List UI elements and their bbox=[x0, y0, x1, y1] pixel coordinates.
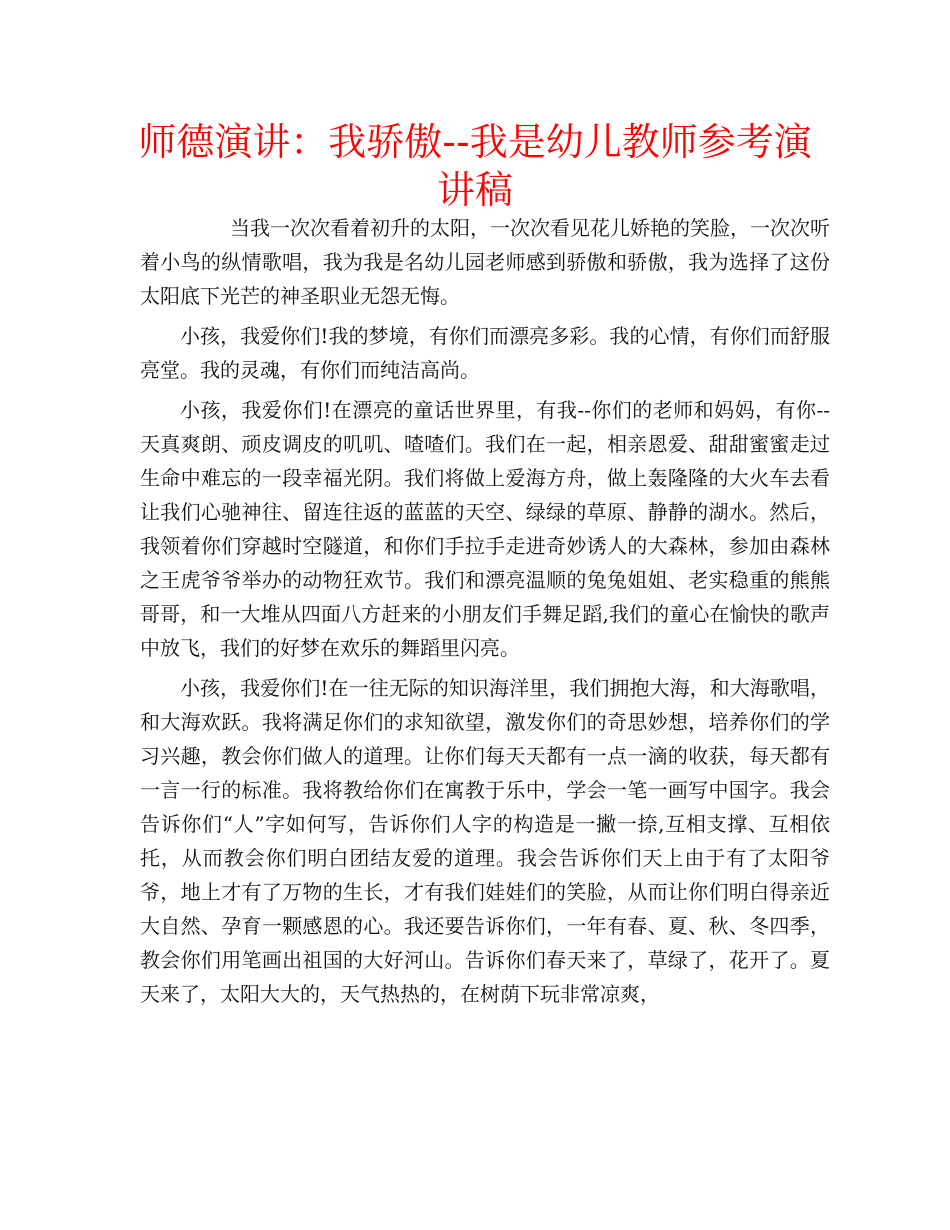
paragraph-1: 当我一次次看着初升的太阳，一次次看见花儿娇艳的笑脸，一次次听着小鸟的纵情歌唱，我为我是名幼儿园老师感到骄傲和骄傲，我为选择了这份太阳底下光芒的神圣职业无怨无悔。 bbox=[140, 216, 830, 308]
document-body bbox=[140, 211, 830, 1017]
paragraph-3: 小孩，我爱你们!在漂亮的童话世界里，有我--你们的老师和妈妈，有你--天真爽朗、顽皮调皮的叽叽、喳喳们。我们在一起，相亲恩爱、甜甜蜜蜜走过生命中难忘的一段幸福光阴。我们将做上爱海方舟，做上轰隆隆的大火车去看让我们心驰神往、留连往返的蓝蓝的天空、绿绿的草原、静静的湖水。然后，我领着你们穿越时空隧道，和你们手拉手走进奇妙诱人的大森林，参加由森林之王虎爷爷举办的动物狂欢节。我们和漂亮温顺的兔兔姐姐、老实稳重的熊熊哥哥，和一大堆从四面八方赶来的小朋友们手舞足蹈,我们的童心在愉快的歌声中放飞，我们的好梦在欢乐的舞蹈里闪亮。 bbox=[140, 398, 830, 660]
document-title: 师德演讲：我骄傲--我是幼儿教师参考演讲稿 bbox=[138, 120, 812, 212]
paragraph-4: 小孩，我爱你们!在一往无际的知识海洋里，我们拥抱大海，和大海歌唱，和大海欢跃。我将满足你们的求知欲望，激发你们的奇思妙想，培养你们的学习兴趣，教会你们做人的道理。让你们每天天都有一点一滴的收获，每天都有一言一行的标准。我将教给你们在寓教于乐中，学会一笔一画写中国字。我会告诉你们“人”字如何写，告诉你们人字的构造是一撇一捺,互相支撑、互相依托，从而教会你们明白团结友爱的道理。我会告诉你们天上由于有了太阳爷爷，地上才有了万物的生长，才有我们娃娃们的笑脸，从而让你们明白得亲近大自然、孕育一颗感恩的心。我还要告诉你们，一年有春、夏、秋、冬四季，教会你们用笔画出祖国的大好河山。告诉你们春天来了，草绿了，花开了。夏天来了，太阳大大的，天气热热的，在树荫下玩非常凉爽， bbox=[140, 676, 830, 1006]
paragraph-2: 小孩，我爱你们!我的梦境，有你们而漂亮多彩。我的心情，有你们而舒服亮堂。我的灵魂，有你们而纯洁高尚。 bbox=[140, 324, 830, 382]
